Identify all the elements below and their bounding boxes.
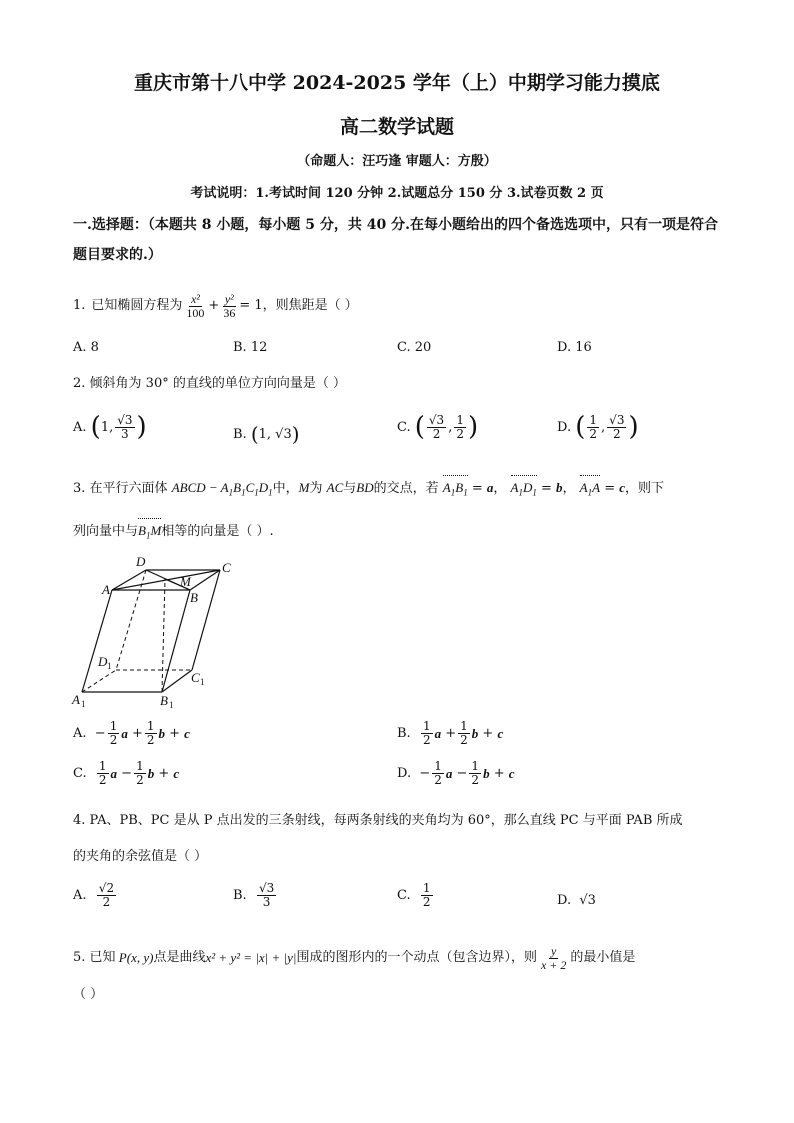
question-5-line2: （ ）: [73, 987, 104, 1002]
q1-text-post: ，则焦距是（ ）: [262, 298, 358, 313]
q1-number: 1.: [73, 298, 86, 313]
q4-option-c: C. $\frac{1}{2}$: [397, 881, 431, 909]
question-1: [73, 283, 725, 329]
label-a1-sub: 1: [81, 699, 86, 709]
exam-school-title: 重庆市第十八中学 2024-2025 学年（上）中期学习能力摸底: [134, 72, 660, 94]
exam-authors: （命题人：汪巧逢 审题人：方殷）: [297, 154, 497, 169]
q4-option-d: D. √3: [557, 893, 596, 908]
label-a1: A: [72, 692, 80, 707]
exam-instructions: 考试说明：1.考试时间 120 分钟 2.试题总分 150 分 3.试卷页数 2 页: [190, 186, 604, 201]
q3-option-a: A. − $\frac{1}{2}$ a + $\frac{1}{2}$ b + c: [73, 719, 190, 747]
section-heading: 一.选择题：（本题共 8 小题，每小题 5 分，共 40 分.在每小题给出的四个备选选项中，只有一项是符合题目要求的.）: [73, 217, 718, 263]
label-d: D: [136, 554, 146, 569]
label-c: C: [222, 560, 231, 575]
parallelepiped-figure: [70, 552, 240, 712]
label-d1: D: [98, 654, 108, 669]
q1-option-d: D. 16: [557, 340, 592, 355]
label-a: A: [102, 582, 110, 597]
q4-option-b: B. $\frac{√3}{3}$: [233, 881, 275, 909]
q3-option-c: C. $\frac{1}{2}$ a − $\frac{1}{2}$ b + c: [73, 759, 180, 787]
q1-equation: $\frac{\text{x²}}{100}$ + $\frac{\text{y²}}{36}$ = 1: [186, 291, 263, 320]
q3-option-b: B. $\frac{1}{2}$ a + $\frac{1}{2}$ b + c: [397, 719, 504, 747]
q3-option-d: D. − $\frac{1}{2}$ a − $\frac{1}{2}$ b + c: [397, 759, 515, 787]
q2-option-c: C. ( $\frac{√3}{2}$ , $\frac{1}{2}$ ): [397, 412, 479, 442]
q4-option-a: A. $\frac{√2}{2}$: [73, 881, 115, 909]
question-4-line1: 4. PA、PB、PC 是从 P 点出发的三条射线，每两条射线的夹角均为 60°，那么直线 PC 与平面 PAB 所成: [73, 813, 683, 828]
question-4-line2: 的夹角的余弦值是（ ）: [73, 849, 208, 864]
question-3-line2: 列向量中与$B_1M$相等的向量是（ ）.: [73, 521, 725, 546]
q1-option-b: B. 12: [233, 340, 268, 355]
label-c1-sub: 1: [200, 677, 205, 687]
question-3-line1: 3. 在平行六面体 ABCD − $A_1B_1C_1D_1$中，M为 AC与BD的交点，若 $A_1B_1 = a$， $A_1D_1 = b$， $A_1A = c$，则下: [73, 478, 725, 503]
label-b1: B: [160, 693, 168, 708]
label-b1-sub: 1: [169, 700, 174, 710]
question-2: 2. 倾斜角为 30° 的直线的单位方向向量是（ ）: [73, 376, 346, 391]
q1-option-c: C. 20: [397, 340, 432, 355]
label-c1: C: [191, 670, 200, 685]
q2-option-b: B. ( 1, √3 ): [233, 422, 300, 446]
q2-option-a: A. ( 1, $\frac{√3}{3}$ ): [73, 412, 147, 442]
label-m: M: [180, 574, 191, 589]
label-b: B: [190, 590, 198, 605]
exam-subject-title: 高二数学试题: [339, 116, 454, 138]
q2-option-d: D. ( $\frac{1}{2}$ , $\frac{√3}{2}$ ): [557, 412, 639, 442]
q1-option-a: A. 8: [73, 340, 99, 355]
label-d1-sub: 1: [107, 661, 112, 671]
question-5-line1: 5. 已知 P(x, y) 点是曲线 x² + y² = |x| + |y| 围成的图形内的一个动点（包含边界），则 $\frac{y}{x + 2}$ 的最小值是: [73, 943, 636, 972]
q1-text-pre: 已知椭圆方程为: [91, 298, 183, 313]
